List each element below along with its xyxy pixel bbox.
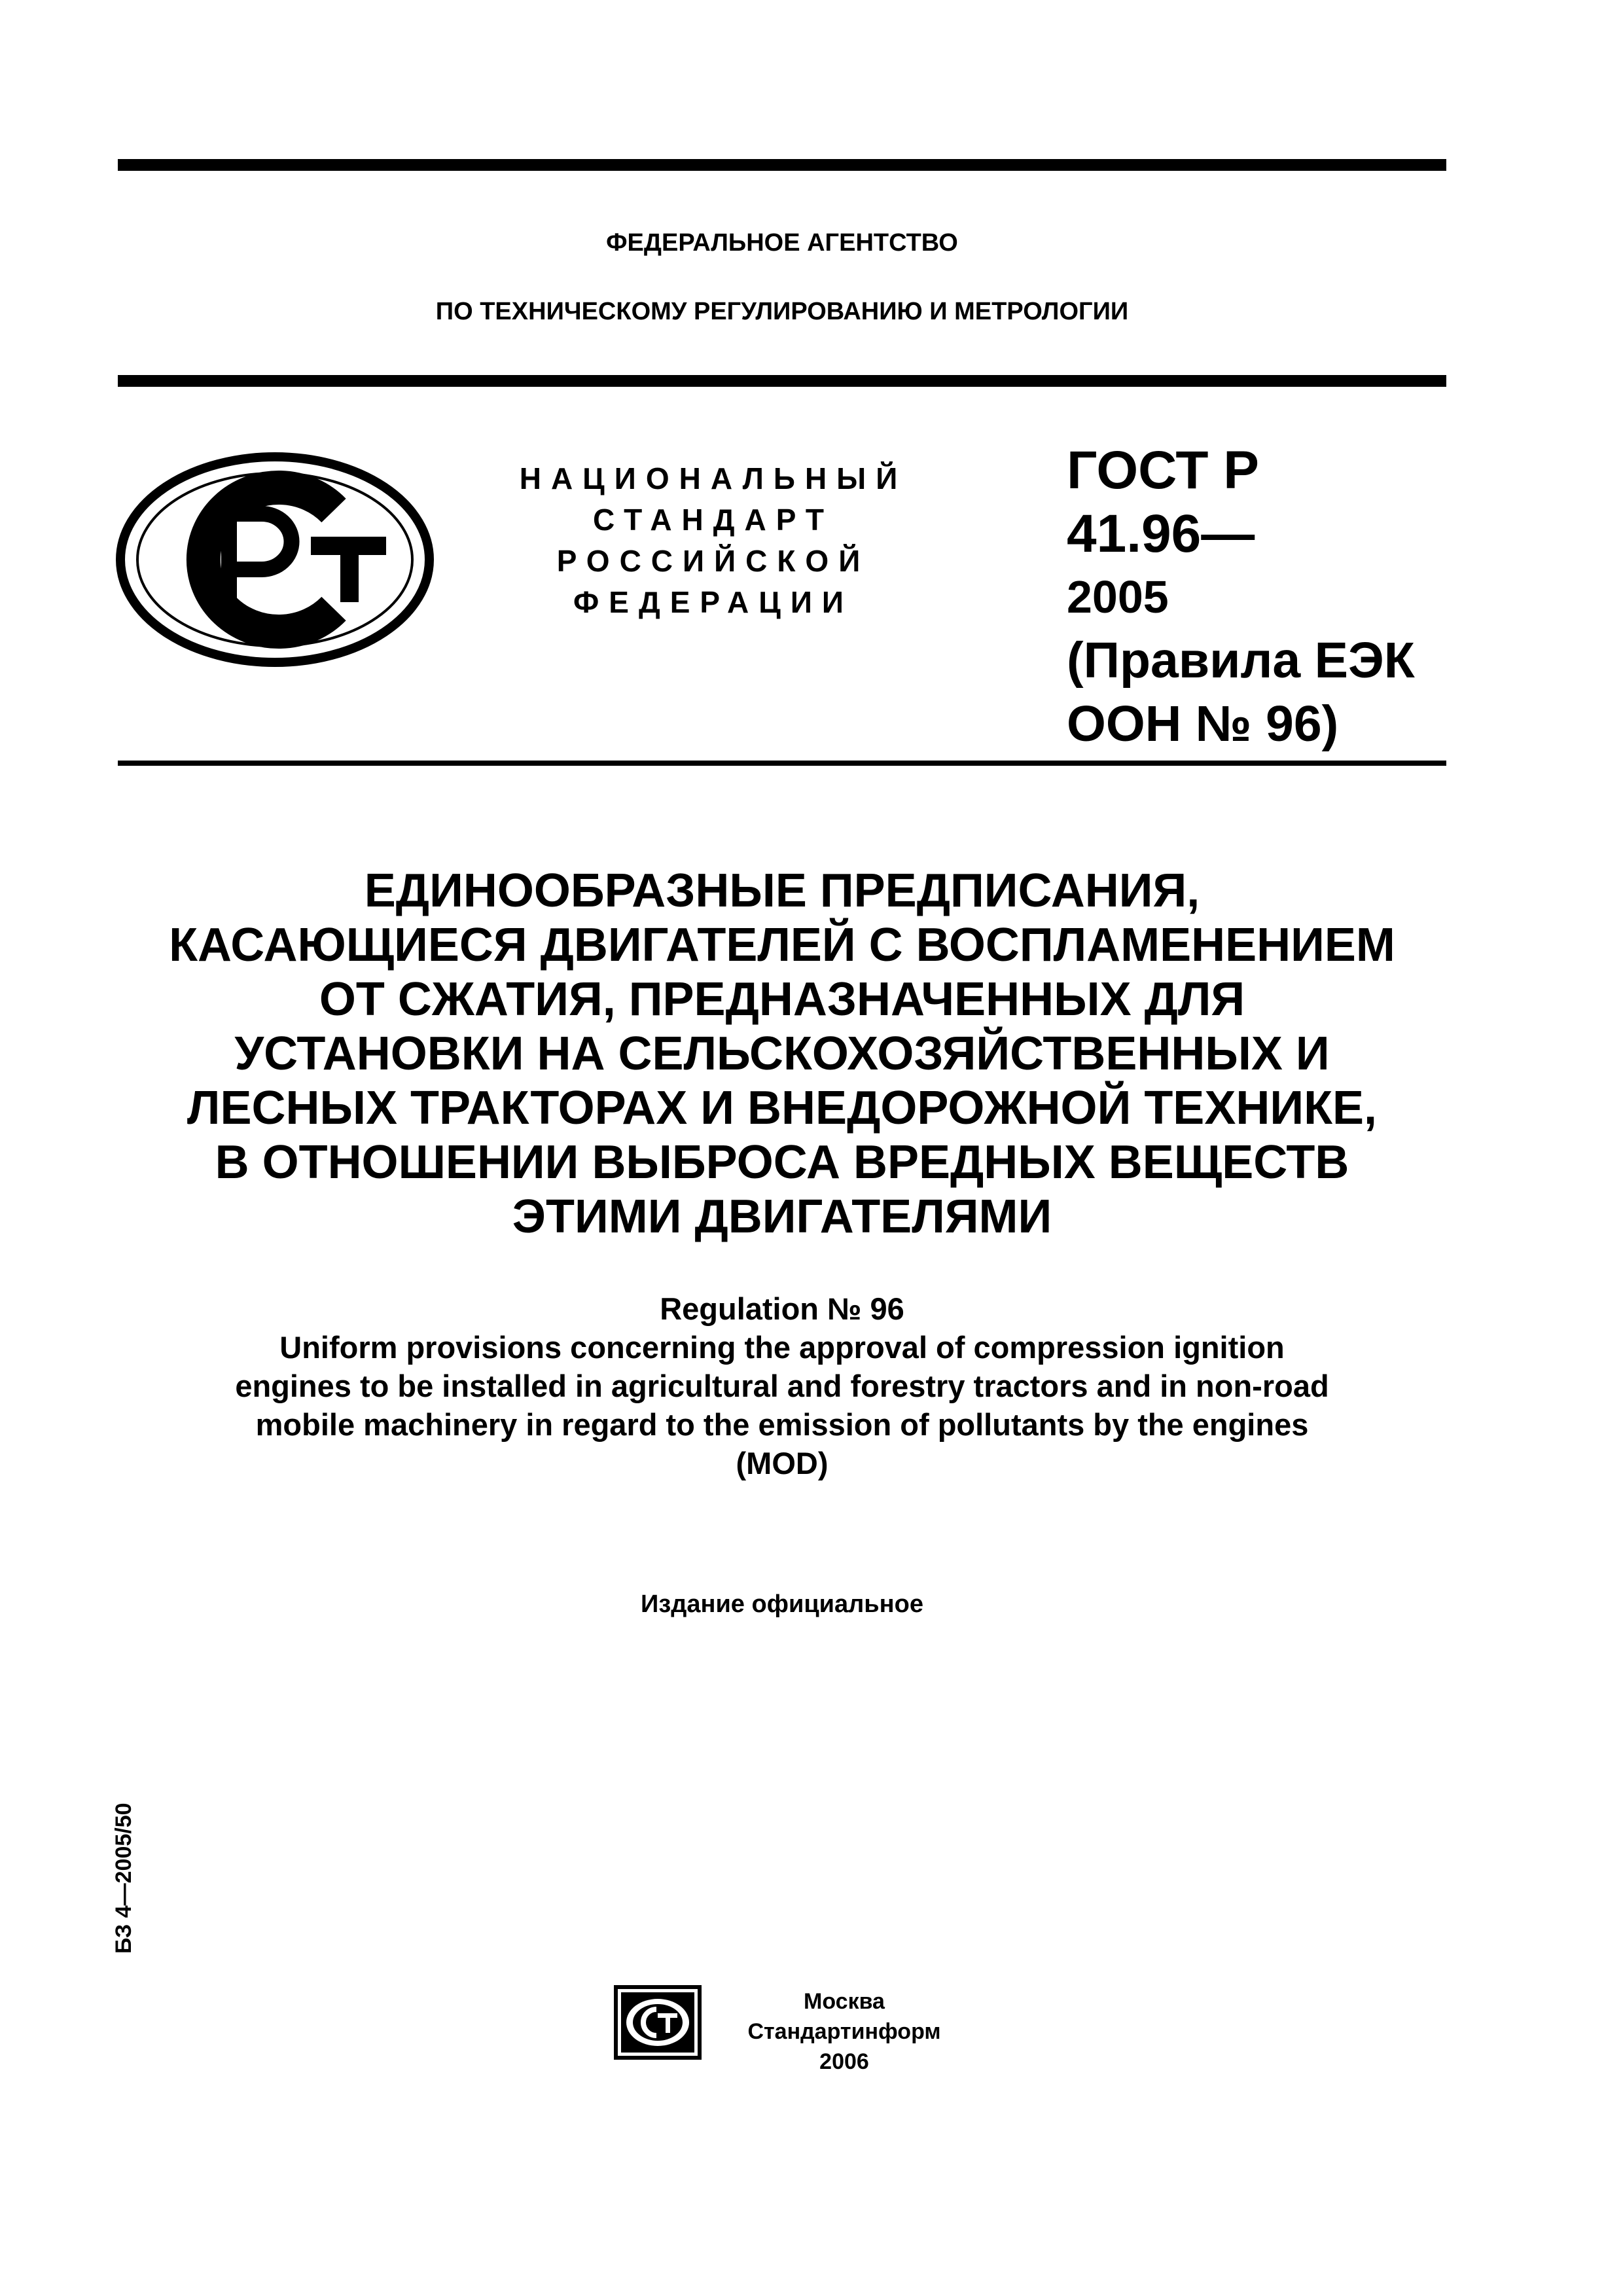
title-line: УСТАНОВКИ НА СЕЛЬСКОХОЗЯЙСТВЕННЫХ И [234, 1028, 1330, 1080]
national-standard-block [458, 458, 969, 623]
national-standard-line: ФЕДЕРАЦИИ [573, 585, 853, 619]
publisher-city: Москва [804, 1989, 885, 2014]
side-code: БЗ 4—2005/50 [111, 1803, 136, 1954]
publisher-year: 2006 [819, 2049, 869, 2074]
title-en-line: mobile machinery in regard to the emission of pollutants by the engines [255, 1407, 1309, 1442]
title-line: ОТ СЖАТИЯ, ПРЕДНАЗНАЧЕННЫХ ДЛЯ [319, 973, 1245, 1026]
designation-line-5: ООН № 96) [1067, 696, 1339, 752]
standard-designation [1067, 439, 1433, 756]
national-standard-line: НАЦИОНАЛЬНЫЙ [519, 461, 908, 495]
designation-line-1: ГОСТ Р [1067, 440, 1259, 500]
title-line: КАСАЮЩИЕСЯ ДВИГАТЕЛЕЙ С ВОСПЛАМЕНЕНИЕМ [169, 919, 1395, 971]
top-rule [118, 159, 1446, 171]
title-line: ЛЕСНЫХ ТРАКТОРАХ И ВНЕДОРОЖНОЙ ТЕХНИКЕ, [187, 1082, 1378, 1134]
agency-line-2: ПО ТЕХНИЧЕСКОМУ РЕГУЛИРОВАНИЮ И МЕТРОЛОГИИ [435, 298, 1129, 325]
publisher-name: Стандартинформ [747, 2019, 941, 2044]
document-title-en [118, 1289, 1446, 1482]
agency-line-1: ФЕДЕРАЛЬНОЕ АГЕНТСТВО [606, 229, 958, 257]
designation-line-3: 2005 [1067, 571, 1169, 622]
publisher-block [707, 1986, 982, 2077]
rst-emblem-icon [115, 452, 435, 668]
title-en-line: Uniform provisions concerning the approval of compression ignition [279, 1330, 1285, 1365]
title-en-line: (MOD) [736, 1446, 829, 1480]
title-line: В ОТНОШЕНИИ ВЫБРОСА ВРЕДНЫХ ВЕЩЕСТВ [215, 1136, 1349, 1189]
designation-line-2: 41.96— [1067, 504, 1255, 564]
title-en-line: engines to be installed in agricultural and forestry tractors and in non-road [235, 1369, 1329, 1403]
document-title-ru [118, 864, 1446, 1244]
header-rule [118, 375, 1446, 387]
regulation-number: Regulation № 96 [660, 1291, 904, 1326]
title-line: ЭТИМИ ДВИГАТЕЛЯМИ [512, 1191, 1052, 1243]
title-rule [118, 761, 1446, 766]
national-standard-line: РОССИЙСКОЙ [556, 544, 870, 578]
designation-line-4: (Правила ЕЭК [1067, 632, 1415, 689]
edition-label: Издание официальное [641, 1590, 923, 1618]
standartinform-logo-icon [612, 1983, 704, 2062]
national-standard-line: СТАНДАРТ [593, 503, 834, 537]
title-line: ЕДИНООБРАЗНЫЕ ПРЕДПИСАНИЯ, [364, 865, 1200, 917]
